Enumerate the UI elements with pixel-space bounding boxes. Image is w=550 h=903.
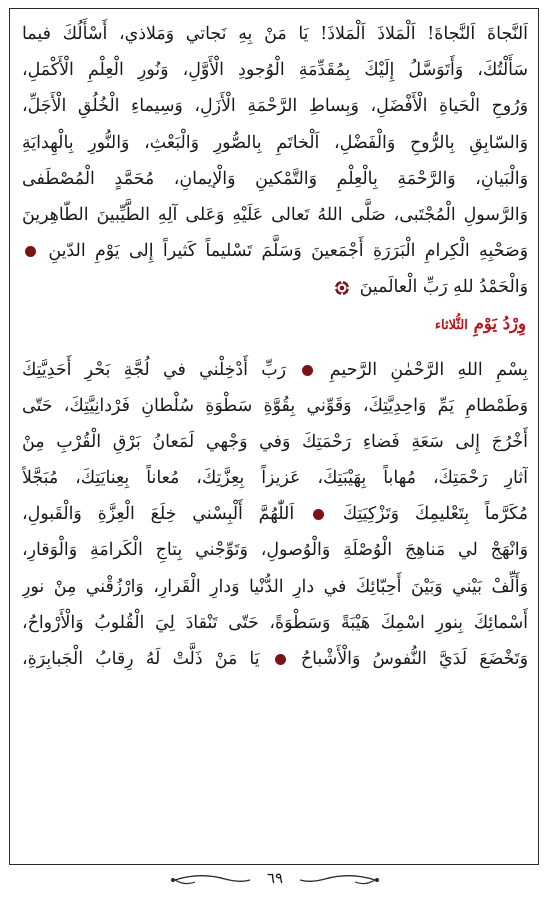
text-line: أَسْمائِكَ بِنورِ اسْمِكَ هَيْبَةً وَسَطْوَةً، حَتّى تَنْقادَ لِيَ الْقُلوبُ وَالْأَرْواحُ، [22, 612, 528, 633]
heading-text: وِرْدُ يَوْمِ [473, 313, 526, 333]
page-footer [0, 866, 550, 896]
page-number: ٦٩ [266, 869, 284, 887]
page-text [22, 16, 528, 677]
text-line: وَأَلِّفْ بَيْني وَبَيْنَ أَحِبّائِكَ في دارِ الدُّنْيا وَدارِ الْقَرارِ، وَارْزُقْني مِنْ نورِ [22, 576, 528, 597]
separator-circle-icon [313, 509, 324, 520]
text-line: وَالسّابِقِ بِالرُّوحِ وَالْفَضْلِ، اَلْخاتَمِ بِالصُّورِ وَالْبَعْثِ، وَالنُّورِ بِالْهِدايَةِ [22, 132, 528, 153]
text-line-with-separator [22, 496, 528, 532]
text-segment: اَللّٰهُمَّ أَلْبِسْني خِلَعَ الْعِزَّةِ وَالْقَبولِ، [22, 504, 295, 525]
text-line-with-separator [22, 352, 528, 388]
text-segment: وَصَحْبِهِ الْكِرامِ الْبَرَرَةِ أَجْمَعينَ وَسَلَّمَ تَسْليماً كَثيراً إِلى يَوْمِ الدّينِ [48, 241, 528, 262]
closing-line [22, 269, 528, 305]
separator-circle-icon [302, 365, 313, 376]
text-line-with-separator [22, 641, 528, 677]
text-segment: مُكَرَّماً بِتَعْليمِكَ وَتَزْكِيَتِكَ [342, 504, 528, 525]
separator-circle-icon [275, 654, 286, 665]
section-heading [22, 306, 528, 342]
text-line: وَالْبَيانِ، وَالرَّحْمَةِ بِالْعِلْمِ وَالتَّمْكينِ وَالْإيمانِ، مُحَمَّدٍ الْمُصْطَفى [22, 168, 528, 189]
text-line: اَلنَّجاةَ اَلنَّجاةَ! اَلْمَلاذَ اَلْمَلاذَ! يَا مَنْ بِهِ نَجاتي وَمَلاذي، أَسْأَلُكَ فيما [22, 24, 528, 44]
text-line: سَأَلْتُكَ، وَأَتَوَسَّلُ إِلَيْكَ بِمُقَدِّمَةِ الْوُجودِ الْأَوَّلِ، وَنُورِ الْعِلْمِ الْأَكْمَلِ، [22, 60, 528, 81]
text-line: وَانْهَجْ لي مَناهِجَ الْوُصْلَةِ وَالْوُصولِ، وَتَوِّجْني بِتاجِ الْكَرامَةِ وَالْوَقارِ، [22, 540, 528, 561]
separator-circle-icon [25, 246, 36, 257]
heading-day: الثُّلاثاء [434, 317, 468, 333]
flower-ornament-icon [334, 280, 350, 296]
closing-text: وَالْحَمْدُ للهِ رَبِّ الْعالَمينَ [359, 277, 528, 298]
text-segment: رَبِّ أَدْخِلْني في لُجَّةِ بَحْرِ أَحَدِيَّتِكَ [22, 359, 287, 380]
text-line: أَخْرُجَ إِلى سَعَةِ فَضاءِ رَحْمَتِكَ وَفي وَجْهي لَمَعانُ بَرْقِ الْقُرْبِ مِنْ [22, 431, 528, 452]
text-line: وَطَمْطامِ يَمِّ وَاحِدِيَّتِكَ، وَقَوِّني بِقُوَّةِ سَطْوَةِ سُلْطانِ فَرْدانِيَّتِكَ، حَتّى [22, 395, 528, 416]
text-segment: يَا مَنْ ذَلَّتْ لَهُ رِقابُ الْجَبابِرَةِ، [22, 649, 260, 669]
text-line: وَرُوحِ الْحَياةِ الْأَفْضَلِ، وَبِساطِ الرَّحْمَةِ الْأَزَلِ، وَسِيماءِ الْخُلُقِ الْأَجَلِّ، [22, 96, 528, 117]
text-segment: وَتَخْضَعَ لَدَيَّ النُّفوسُ وَالْأَشْباحُ [300, 649, 528, 669]
text-line: آثارِ رَحْمَتِكَ، مُهاباً بِهَيْبَتِكَ، عَزيزاً بِعِزَّتِكَ، مُعاناً بِعِنايَتِكَ، مُبَجَّلاً [22, 468, 528, 489]
text-line-with-separator [22, 233, 528, 269]
basmala: بِسْمِ اللهِ الرَّحْمٰنِ الرَّحيمِ [329, 359, 528, 380]
text-line: وَالرَّسولِ الْمُجْتَبى، صَلَّى اللهُ تَعالى عَلَيْهِ وَعَلى آلِهِ الطَّيِّبينَ الطّاهِرينَ [22, 204, 528, 225]
